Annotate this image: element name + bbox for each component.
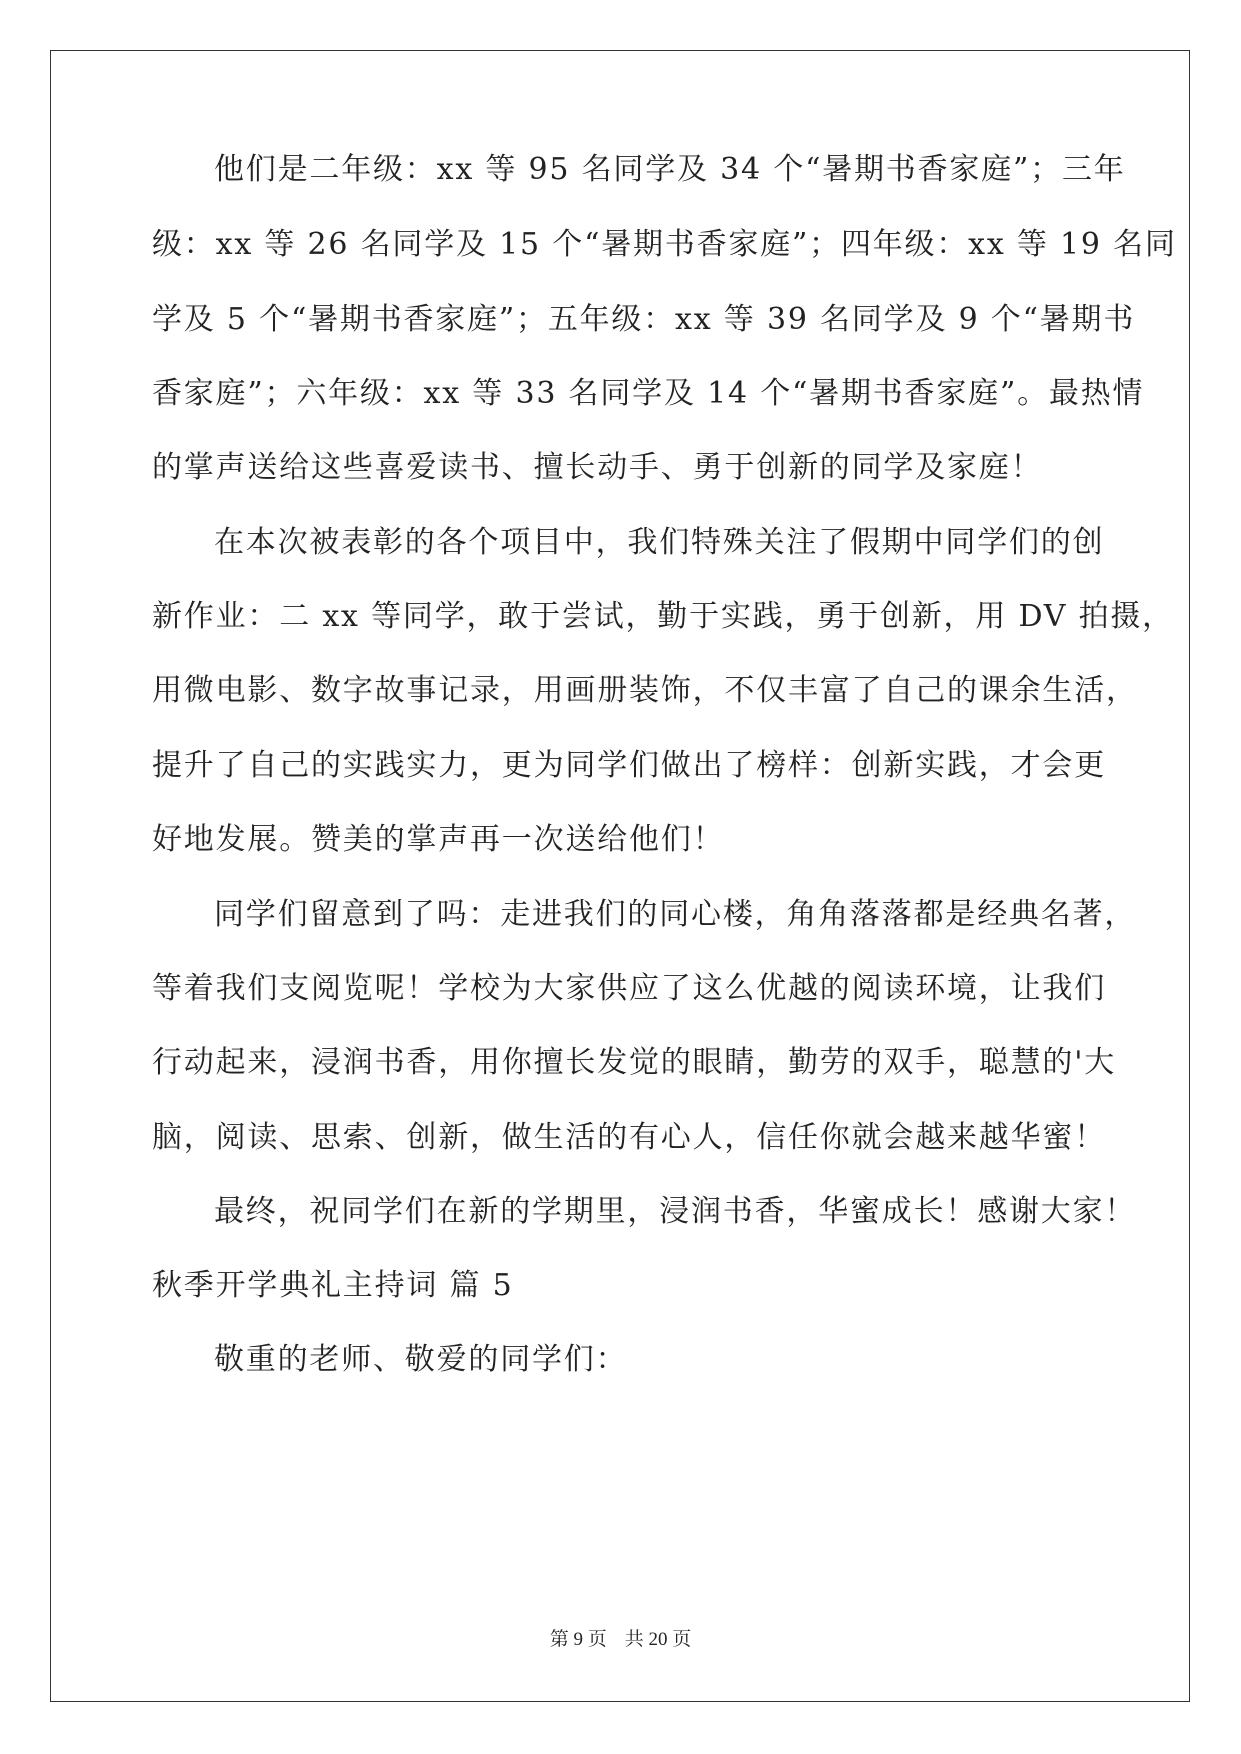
- paragraph-line: 提升了自己的实践实力，更为同学们做出了榜样：创新实践，才会更: [152, 748, 1106, 783]
- paragraph-line: 的掌声送给这些喜爱读书、擅长动手、勇于创新的同学及家庭！: [152, 450, 1043, 485]
- paragraph-line: 新作业：二 xx 等同学，敢于尝试，勤于实践，勇于创新，用 DV 拍摄，: [152, 599, 1174, 634]
- paragraph-line: 同学们留意到了吗：走进我们的同心楼，角角落落都是经典名著，: [214, 897, 1137, 932]
- section-heading: 秋季开学典礼主持词 篇 5: [152, 1268, 514, 1303]
- paragraph-line: 行动起来，浸润书香，用你擅长发觉的眼睛，勤劳的双手，聪慧的'大: [152, 1045, 1117, 1080]
- page-footer: [0, 1628, 1241, 1652]
- paragraph-line: 好地发展。赞美的掌声再一次送给他们！: [152, 822, 725, 857]
- salutation-line: 敬重的老师、敬爱的同学们：: [214, 1342, 628, 1377]
- page-total: 共 20 页: [624, 1629, 692, 1650]
- page-number: 第 9 页: [549, 1629, 607, 1650]
- paragraph-line: 学及 5 个“暑期书香家庭”；五年级：xx 等 39 名同学及 9 个“暑期书: [152, 302, 1136, 337]
- paragraph-line: 等着我们支阅览呢！学校为大家供应了这么优越的阅读环境，让我们: [152, 971, 1106, 1006]
- paragraph-line: 用微电影、数字故事记录，用画册装饰，不仅丰富了自己的课余生活，: [152, 673, 1138, 708]
- paragraph-line: 香家庭”；六年级：xx 等 33 名同学及 14 个“暑期书香家庭”。最热情: [152, 376, 1145, 411]
- paragraph-line: 级：xx 等 26 名同学及 15 个“暑期书香家庭”；四年级：xx 等 19 名同: [152, 227, 1177, 262]
- paragraph-line: 脑，阅读、思索、创新，做生活的有心人，信任你就会越来越华蜜！: [152, 1120, 1106, 1155]
- page-border: [50, 50, 1190, 1702]
- paragraph-line: 在本次被表彰的各个项目中，我们特殊关注了假期中同学们的创: [214, 525, 1105, 560]
- paragraph-line: 最终，祝同学们在新的学期里，浸润书香，华蜜成长！感谢大家！: [214, 1194, 1137, 1229]
- paragraph-line: 他们是二年级：xx 等 95 名同学及 34 个“暑期书香家庭”；三年: [214, 152, 1126, 187]
